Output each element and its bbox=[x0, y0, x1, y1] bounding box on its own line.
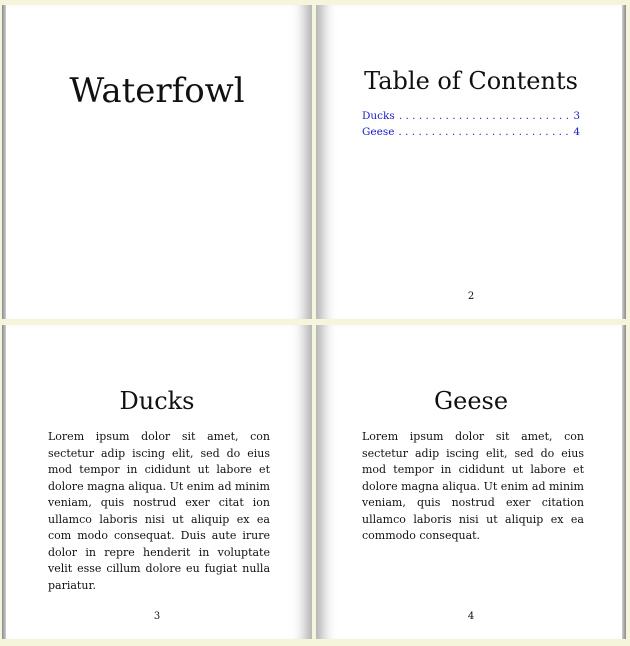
toc-heading: Table of Contents bbox=[364, 67, 578, 95]
book-title: Waterfowl bbox=[69, 71, 245, 111]
geese-page bbox=[316, 325, 626, 639]
page-edge bbox=[622, 5, 626, 319]
toc-leader-dots bbox=[399, 108, 570, 124]
page-number: 4 bbox=[467, 611, 475, 622]
toc-leader-dots bbox=[398, 124, 569, 140]
page-number: 2 bbox=[467, 291, 475, 302]
chapter-heading: Ducks bbox=[119, 387, 195, 415]
toc-entry-page[interactable]: 3 bbox=[573, 110, 580, 122]
chapter-body: Lorem ipsum dolor sit amet, con sectetur adip iscing elit, sed do eius mod tempor in cididunt ut labore et dolore magna aliqua. Ut enim ad minim veniam, quis nostrud exer citation ullamco laboris nisi ut aliquip ex ea commodo consequat. bbox=[362, 430, 584, 542]
page-edge bbox=[2, 325, 6, 639]
ducks-page bbox=[2, 325, 312, 639]
toc-entry-page[interactable]: 4 bbox=[573, 126, 580, 138]
page-edge bbox=[622, 325, 626, 639]
title-page bbox=[2, 5, 312, 319]
toc-list bbox=[362, 108, 580, 140]
chapter-body: Lorem ipsum dolor sit amet, con sectetur adip iscing elit, sed do eius mod tempor in cididunt ut labore et dolore magna aliqua. Ut enim ad minim veniam, quis nostrud exer citat ion ullamco laboris nisi ut aliquip ex ea com modo consequat. Duis aute irure dolor in repre henderit in voluptate velit esse cillum dolore eu fugiat nulla pariatur. bbox=[48, 430, 270, 592]
toc-page bbox=[316, 5, 626, 319]
toc-entry-label[interactable]: Geese bbox=[362, 126, 395, 138]
chapter-heading: Geese bbox=[433, 387, 509, 415]
page-edge bbox=[2, 5, 6, 319]
toc-entry-label[interactable]: Ducks bbox=[362, 110, 395, 122]
toc-entry-ducks[interactable] bbox=[362, 108, 580, 124]
page-number: 3 bbox=[153, 611, 161, 622]
toc-entry-geese[interactable] bbox=[362, 124, 580, 140]
